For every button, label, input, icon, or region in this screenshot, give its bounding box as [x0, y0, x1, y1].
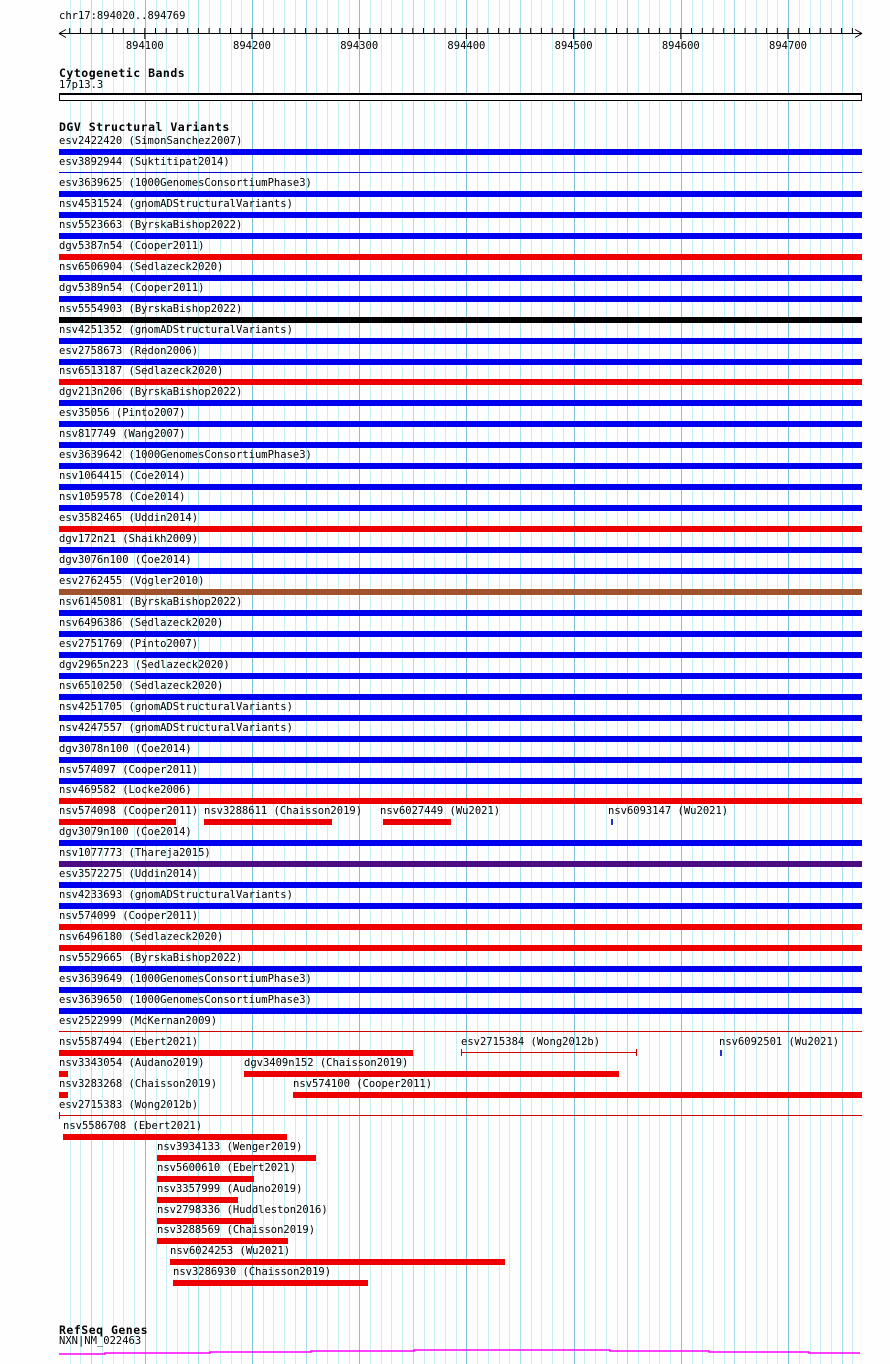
variant-label[interactable]: nsv6513187 (Sedlazeck2020)	[59, 365, 224, 378]
variant-bar[interactable]	[59, 421, 862, 427]
variant-bar[interactable]	[59, 757, 862, 763]
variant-label[interactable]: nsv4247557 (gnomADStructuralVariants)	[59, 721, 293, 734]
variant-bar[interactable]	[59, 840, 862, 846]
variant-row	[0, 534, 890, 555]
variant-bar[interactable]	[59, 338, 862, 344]
variant-row	[0, 346, 890, 367]
variant-label[interactable]: nsv574098 (Cooper2011)	[59, 805, 199, 818]
track-title-refseq-genes: RefSeq Genes	[59, 1323, 149, 1337]
ruler-tick-label: 894500	[554, 40, 593, 52]
variant-label[interactable]: nsv1059578 (Coe2014)	[59, 491, 186, 504]
track-title-cytogenetic-bands: Cytogenetic Bands	[59, 66, 186, 80]
variant-bar[interactable]	[59, 673, 862, 679]
variant-label[interactable]: nsv6024253 (Wu2021)	[170, 1245, 291, 1258]
variant-label[interactable]: dgv172n21 (Shaikh2009)	[59, 533, 199, 545]
variant-bar[interactable]	[59, 526, 862, 532]
variant-label[interactable]: esv3639649 (1000GenomesConsortiumPhase3)	[59, 973, 312, 985]
variant-bar[interactable]	[59, 694, 862, 700]
variant-label[interactable]: nsv3357999 (Audano2019)	[157, 1182, 303, 1195]
variant-row	[0, 366, 890, 387]
variant-bar[interactable]	[59, 610, 862, 616]
variant-row	[0, 157, 890, 178]
variant-ibeam[interactable]	[461, 1049, 462, 1056]
variant-bar[interactable]	[59, 317, 862, 323]
variant-row	[0, 408, 890, 429]
variant-label[interactable]: nsv3934133 (Wenger2019)	[157, 1140, 303, 1153]
variant-label[interactable]: esv3892944 (Suktitipat2014)	[59, 155, 230, 168]
variant-bar[interactable]	[59, 400, 862, 406]
variant-bar[interactable]	[157, 1155, 316, 1161]
variant-bar[interactable]	[59, 505, 862, 511]
variant-label[interactable]: nsv6506904 (Sedlazeck2020)	[59, 260, 224, 273]
variant-bar[interactable]	[383, 819, 451, 825]
variant-row	[0, 1058, 890, 1079]
variant-label[interactable]: nsv574100 (Cooper2011)	[293, 1077, 433, 1090]
variant-row	[0, 492, 890, 513]
variant-bar[interactable]	[59, 631, 862, 637]
variant-bar[interactable]	[59, 882, 862, 888]
ruler-tick-label: 894600	[661, 40, 700, 52]
variant-label[interactable]: nsv6145081 (ByrskaBishop2022)	[59, 595, 243, 608]
variant-label[interactable]: nsv5554903 (ByrskaBishop2022)	[59, 302, 243, 315]
variant-label[interactable]: nsv6510250 (Sedlazeck2020)	[59, 679, 224, 692]
variant-bar[interactable]	[59, 442, 862, 448]
variant-row	[0, 995, 890, 1016]
variant-row	[0, 1100, 890, 1121]
variant-bar[interactable]	[244, 1071, 619, 1077]
variant-bar[interactable]	[173, 1280, 368, 1286]
variant-bar[interactable]	[59, 484, 862, 490]
variant-bar[interactable]	[59, 924, 862, 930]
variant-row	[0, 471, 890, 492]
variant-row	[0, 660, 890, 681]
variant-row	[0, 953, 890, 974]
variant-row	[0, 1037, 890, 1058]
ruler-tick-label: 894200	[233, 40, 271, 52]
variant-label[interactable]: nsv4251352 (gnomADStructuralVariants)	[59, 323, 293, 336]
variant-row	[0, 1225, 890, 1246]
variant-row	[0, 869, 890, 890]
variant-bar[interactable]	[157, 1197, 238, 1203]
variant-label[interactable]: nsv5529665 (ByrskaBishop2022)	[59, 952, 243, 964]
variant-label[interactable]: dgv3079n100 (Coe2014)	[59, 826, 192, 839]
variant-row	[0, 1079, 890, 1100]
variant-row	[0, 890, 890, 911]
variant-bar[interactable]	[59, 798, 862, 804]
variant-bar[interactable]	[157, 1176, 254, 1182]
variant-row	[0, 639, 890, 660]
variant-label[interactable]: esv35056 (Pinto2007)	[59, 407, 186, 420]
variant-label[interactable]: nsv4531524 (gnomADStructuralVariants)	[59, 197, 293, 210]
variant-label[interactable]: esv2422420 (SimonSanchez2007)	[59, 135, 243, 147]
variant-label[interactable]: esv3572275 (Uddin2014)	[59, 868, 199, 881]
variant-bar[interactable]	[59, 652, 862, 658]
variant-row	[0, 744, 890, 765]
variant-row	[0, 681, 890, 702]
variant-row	[0, 241, 890, 262]
variant-bar[interactable]	[59, 945, 862, 951]
variant-bar[interactable]	[59, 275, 862, 281]
variant-tick[interactable]	[720, 1050, 722, 1056]
variant-label[interactable]: nsv574099 (Cooper2011)	[59, 910, 199, 923]
variant-label[interactable]: nsv4233693 (gnomADStructuralVariants)	[59, 889, 293, 902]
variant-row	[0, 597, 890, 618]
variant-label[interactable]: esv3582465 (Uddin2014)	[59, 512, 199, 525]
variant-label[interactable]: nsv4251705 (gnomADStructuralVariants)	[59, 700, 293, 713]
variant-label[interactable]: dgv213n206 (ByrskaBishop2022)	[59, 386, 243, 399]
variant-label[interactable]: dgv5387n54 (Cooper2011)	[59, 239, 205, 252]
variant-label[interactable]: esv2715384 (Wong2012b)	[461, 1035, 601, 1048]
region-label: chr17:894020..894769	[59, 10, 186, 22]
variant-label[interactable]: dgv3078n100 (Coe2014)	[59, 742, 192, 755]
variant-line[interactable]	[59, 172, 862, 173]
variant-label[interactable]: nsv6092501 (Wu2021)	[719, 1035, 840, 1048]
variant-label[interactable]: esv2758673 (Redon2006)	[59, 344, 199, 357]
variant-label[interactable]: nsv574097 (Cooper2011)	[59, 763, 199, 776]
variant-row	[0, 932, 890, 953]
track-title-dgv-structural-variants: DGV Structural Variants	[59, 120, 230, 134]
variant-bar[interactable]	[157, 1238, 288, 1244]
ruler-tick-label: 894700	[769, 40, 807, 52]
variant-row	[0, 765, 890, 786]
variant-row	[0, 304, 890, 325]
variant-bar[interactable]	[59, 736, 862, 742]
variant-bar[interactable]	[170, 1259, 505, 1265]
variant-bar[interactable]	[59, 379, 862, 385]
variant-ibeam[interactable]	[461, 1052, 637, 1053]
variant-bar[interactable]	[59, 359, 862, 365]
variant-label[interactable]: dgv3409n152 (Chaisson2019)	[244, 1056, 409, 1069]
variant-bar[interactable]	[59, 903, 862, 909]
variant-row	[0, 1184, 890, 1205]
variant-row	[0, 262, 890, 283]
variant-bar[interactable]	[59, 233, 862, 239]
variant-ibeam[interactable]	[636, 1049, 637, 1056]
variant-label[interactable]: esv2751769 (Pinto2007)	[59, 637, 199, 650]
variant-row	[0, 1142, 890, 1163]
variant-row	[0, 576, 890, 597]
variant-bar[interactable]	[59, 547, 862, 553]
variant-bar[interactable]	[59, 149, 862, 155]
gene-exon-intron-line[interactable]	[59, 1350, 860, 1354]
variant-row	[0, 220, 890, 241]
variant-bar[interactable]	[293, 1092, 862, 1098]
variant-row	[0, 136, 890, 157]
variant-row	[0, 429, 890, 450]
variant-row	[0, 555, 890, 576]
variant-bar[interactable]	[63, 1134, 287, 1140]
variant-label[interactable]: nsv3283268 (Chaisson2019)	[59, 1077, 218, 1090]
cytoband-name-label: 17p13.3	[59, 79, 104, 91]
variant-line[interactable]	[59, 1031, 862, 1032]
variant-bar[interactable]	[59, 212, 862, 218]
variant-row	[0, 723, 890, 744]
variant-bar[interactable]	[59, 1071, 68, 1077]
refseq-gene-label[interactable]: NXN|NM_022463	[59, 1335, 142, 1347]
variant-row	[0, 199, 890, 220]
variant-bar[interactable]	[59, 1008, 862, 1014]
variant-label[interactable]: dgv3076n100 (Coe2014)	[59, 554, 192, 566]
variant-row	[0, 1246, 890, 1267]
variant-tick[interactable]	[611, 819, 613, 825]
variant-row	[0, 848, 890, 869]
variant-label[interactable]: nsv5600610 (Ebert2021)	[157, 1161, 297, 1174]
variant-bar[interactable]	[59, 966, 862, 972]
variant-row	[0, 702, 890, 723]
variant-label[interactable]: nsv5587494 (Ebert2021)	[59, 1035, 199, 1048]
variant-row	[0, 325, 890, 346]
ruler-tick-label: 894100	[125, 40, 164, 52]
variant-label[interactable]: esv2762455 (Vogler2010)	[59, 575, 205, 587]
variant-bar[interactable]	[59, 778, 862, 784]
variant-bar[interactable]	[59, 589, 862, 595]
variant-ibeam_left[interactable]	[59, 1115, 862, 1116]
variant-label[interactable]: nsv3286930 (Chaisson2019)	[173, 1266, 332, 1279]
ruler-tick-label: 894300	[340, 40, 379, 52]
variant-label[interactable]: esv2715383 (Wong2012b)	[59, 1098, 199, 1111]
variant-row	[0, 450, 890, 471]
variant-bar[interactable]	[59, 254, 862, 260]
variant-bar[interactable]	[59, 296, 862, 302]
variant-row	[0, 974, 890, 995]
variant-row	[0, 1016, 890, 1037]
variant-label[interactable]: nsv3343054 (Audano2019)	[59, 1056, 205, 1069]
variant-label[interactable]: nsv1077773 (Thareja2015)	[59, 847, 211, 860]
variant-label[interactable]: nsv5523663 (ByrskaBishop2022)	[59, 218, 243, 231]
variant-label[interactable]: nsv6093147 (Wu2021)	[608, 805, 729, 818]
variant-row	[0, 1267, 890, 1288]
variant-bar[interactable]	[59, 191, 862, 197]
variant-label[interactable]: dgv5389n54 (Cooper2011)	[59, 281, 205, 294]
variant-bar[interactable]	[157, 1218, 254, 1224]
variant-label[interactable]: esv3639625 (1000GenomesConsortiumPhase3)	[59, 176, 312, 189]
variant-row	[0, 1163, 890, 1184]
coordinate-ruler	[0, 0, 890, 58]
variant-bar[interactable]	[59, 1092, 68, 1098]
variant-row	[0, 911, 890, 932]
variant-label[interactable]: esv3639642 (1000GenomesConsortiumPhase3)	[59, 449, 312, 462]
variant-row	[0, 827, 890, 848]
variant-label[interactable]: nsv1064415 (Coe2014)	[59, 470, 186, 483]
variant-label[interactable]: nsv469582 (Locke2006)	[59, 784, 192, 797]
variant-row	[0, 1121, 890, 1142]
variant-row	[0, 283, 890, 304]
variant-bar[interactable]	[59, 819, 176, 825]
variant-label[interactable]: esv3639650 (1000GenomesConsortiumPhase3)	[59, 993, 312, 1006]
variant-label[interactable]: nsv3288611 (Chaisson2019)	[204, 805, 363, 818]
variant-row	[0, 513, 890, 534]
variant-label[interactable]: nsv3288569 (Chaisson2019)	[157, 1224, 316, 1237]
variant-row	[0, 785, 890, 806]
variant-label[interactable]: nsv6496180 (Sedlazeck2020)	[59, 931, 224, 944]
variant-bar[interactable]	[59, 1050, 413, 1056]
variant-row	[0, 806, 890, 827]
variant-label[interactable]: nsv6496386 (Sedlazeck2020)	[59, 616, 224, 629]
variant-row	[0, 178, 890, 199]
variant-bar[interactable]	[59, 715, 862, 721]
variant-bar[interactable]	[59, 463, 862, 469]
variant-row	[0, 618, 890, 639]
variant-bar[interactable]	[59, 568, 862, 574]
variant-row	[0, 387, 890, 408]
variant-label[interactable]: esv2522999 (McKernan2009)	[59, 1014, 218, 1027]
variant-ibeam_left[interactable]	[59, 1112, 60, 1119]
variant-row	[0, 1205, 890, 1226]
variant-bar[interactable]	[59, 987, 862, 993]
variant-label[interactable]: dgv2965n223 (Sedlazeck2020)	[59, 658, 230, 671]
variant-bar[interactable]	[59, 861, 862, 867]
variant-label[interactable]: nsv2798336 (Huddleston2016)	[157, 1203, 328, 1216]
cytoband-box[interactable]	[59, 93, 862, 101]
variant-bar[interactable]	[204, 819, 332, 825]
variant-label[interactable]: nsv5586708 (Ebert2021)	[63, 1119, 203, 1132]
variant-label[interactable]: nsv6027449 (Wu2021)	[380, 805, 501, 818]
ruler-tick-label: 894400	[447, 40, 486, 52]
variant-label[interactable]: nsv817749 (Wang2007)	[59, 428, 186, 441]
